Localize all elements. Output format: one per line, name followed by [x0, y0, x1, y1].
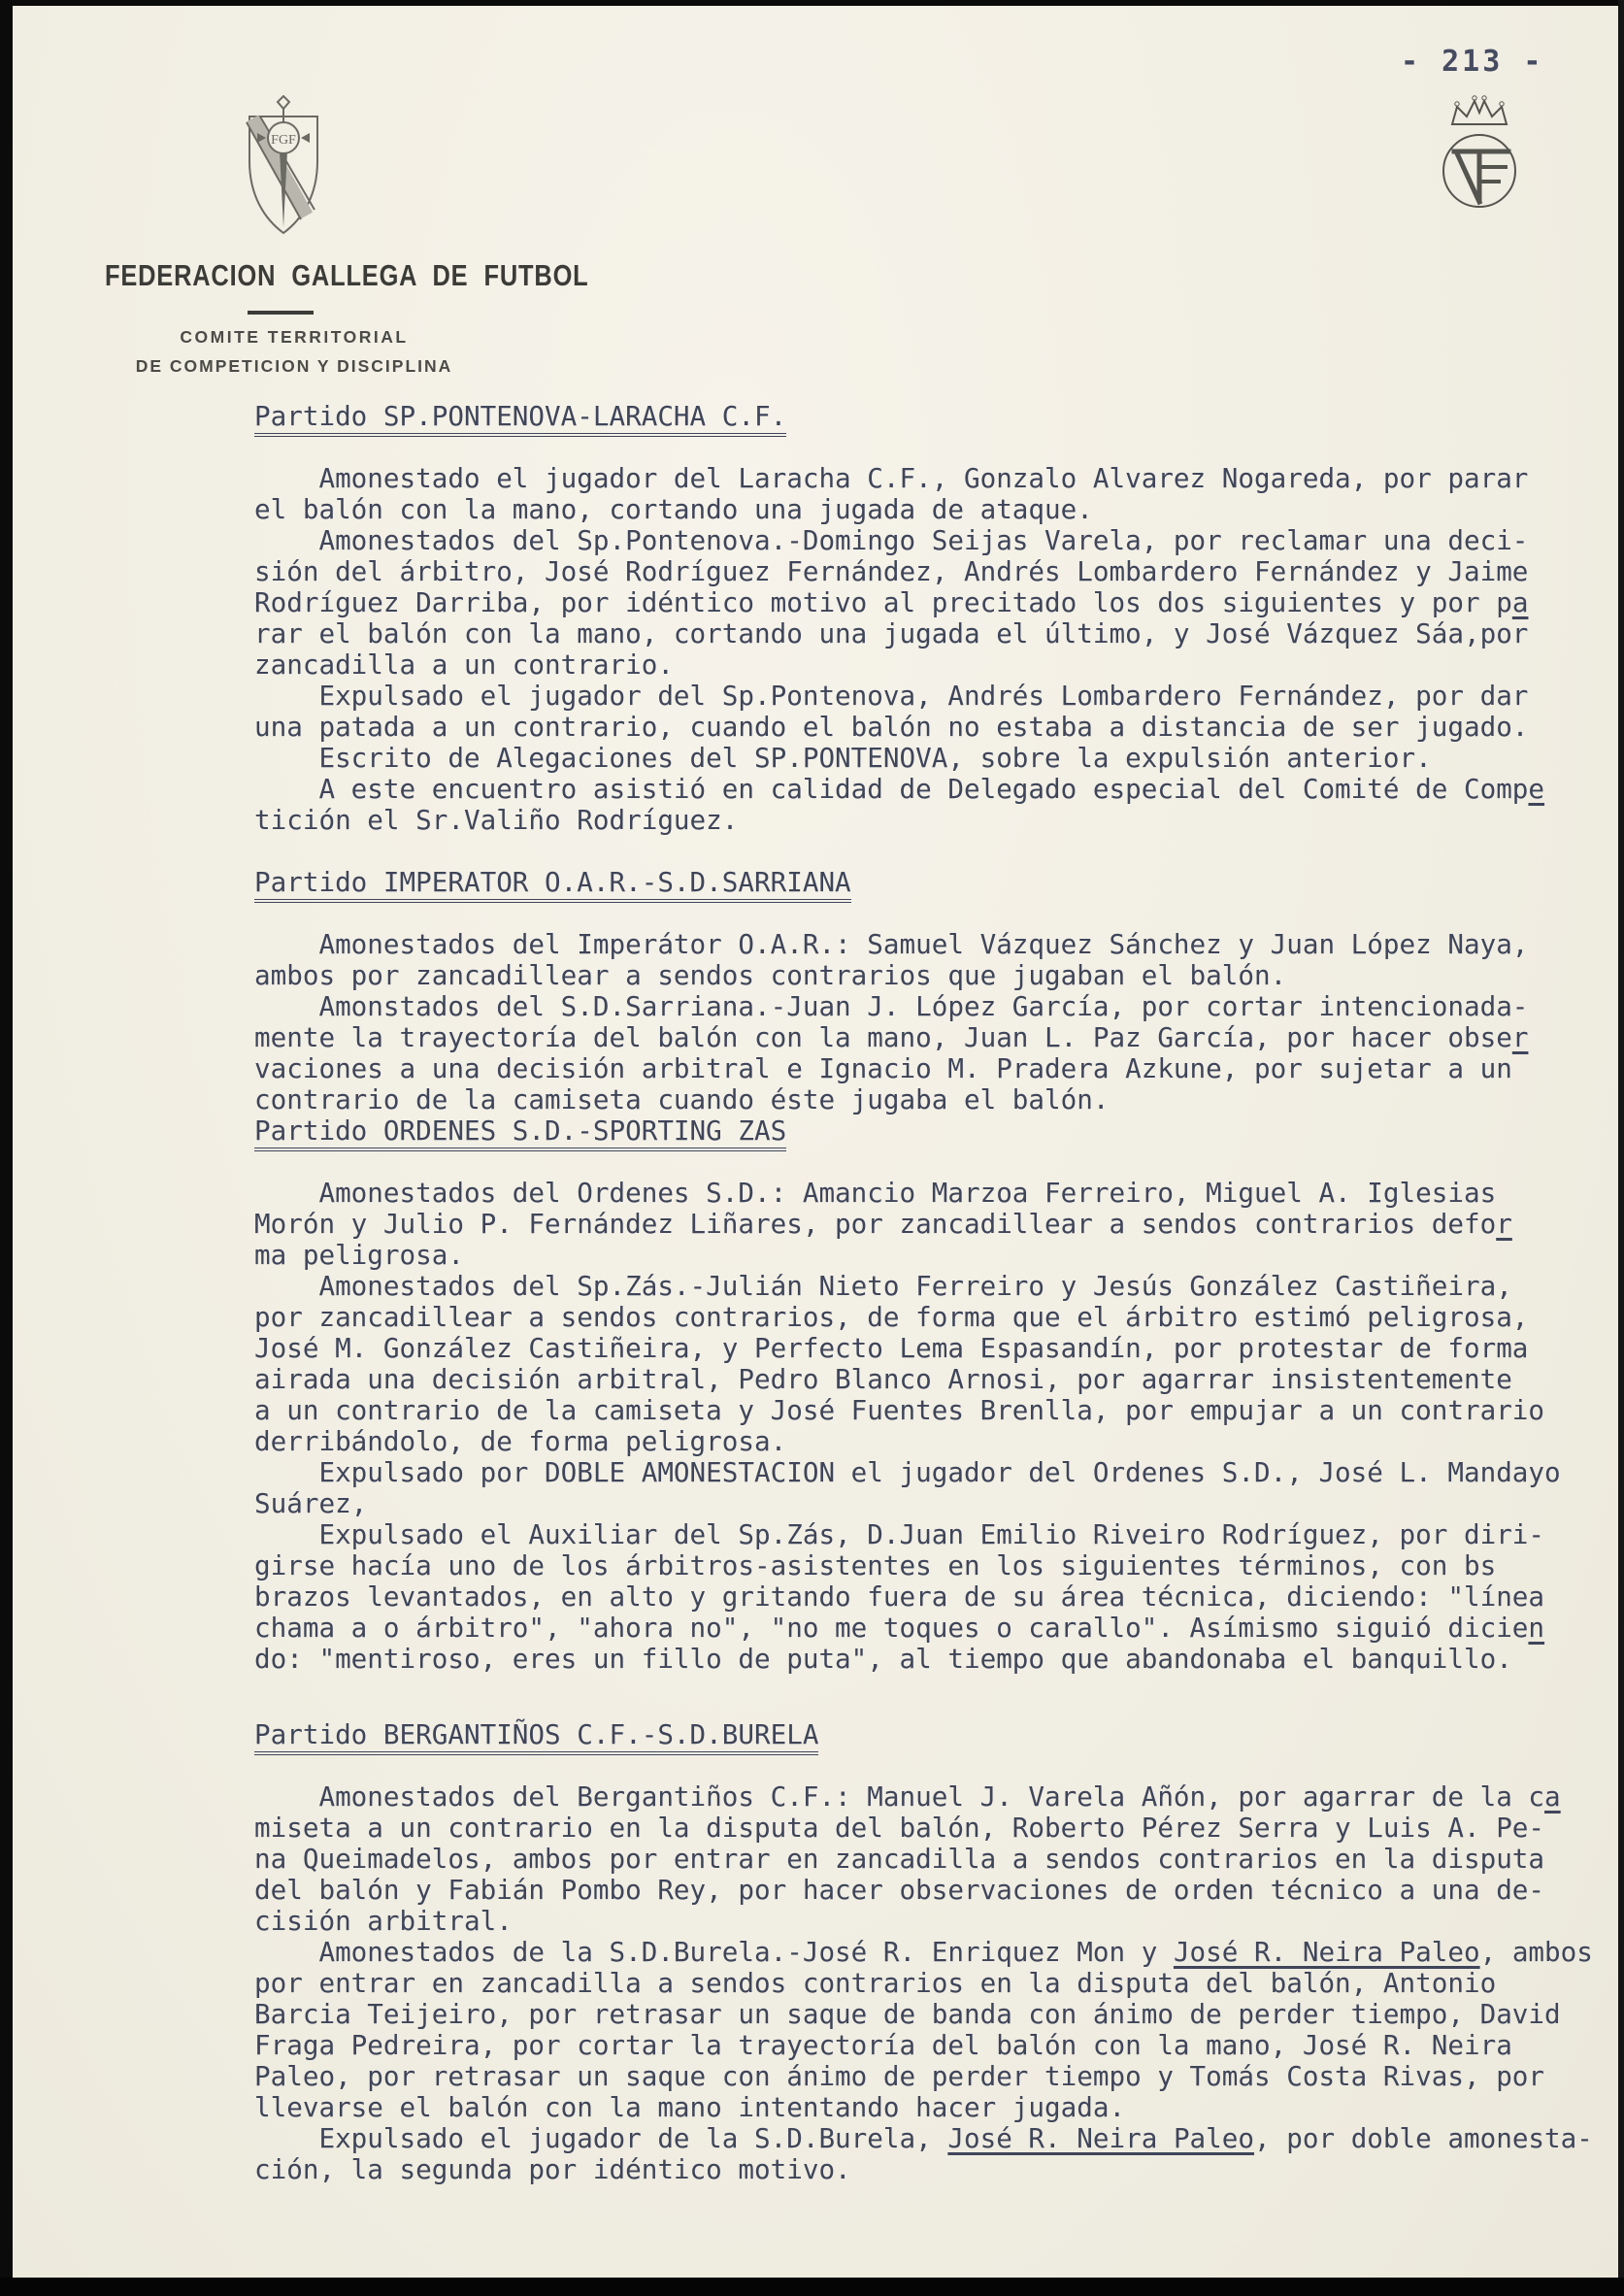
document-line: a un contrario de la camiseta y José Fuentes Brenlla, por empujar a un contrario — [254, 1394, 1545, 1426]
org-subtitle-line1: COMITE TERRITORIAL — [180, 327, 409, 347]
document-line: mente la trayectoría del balón con la mano, Juan L. Paz García, por hacer obser — [254, 1021, 1529, 1053]
document-line: ambos por zancadillear a sendos contrarios que jugaban el balón. — [254, 959, 1287, 991]
document-line: llevarse el balón con la mano intentando hacer jugada. — [254, 2091, 1126, 2123]
document-line: Expulsado el jugador del Sp.Pontenova, Andrés Lombardero Fernández, por dar — [254, 680, 1529, 712]
document-line: Amonestado el jugador del Laracha C.F., Gonzalo Alvarez Nogareda, por parar — [254, 462, 1529, 494]
document-line: Expulsado por DOBLE AMONESTACION el jugador del Ordenes S.D., José L. Mandayo — [254, 1456, 1561, 1488]
document-line: na Queimadelos, ambos por entrar en zancadilla a sendos contrarios en la disputa — [254, 1843, 1545, 1875]
document-line: rar el balón con la mano, cortando una jugada el último, y José Vázquez Sáa,por — [254, 617, 1529, 649]
scan-edge-right — [1618, 0, 1624, 2296]
document-line: Amonestados de la S.D.Burela.-José R. Enriquez Mon y José R. Neira Paleo, ambos — [254, 1936, 1593, 1968]
document-line: Amonestados del Sp.Pontenova.-Domingo Seijas Varela, por reclamar una deci- — [254, 524, 1529, 556]
document-line: por entrar en zancadilla a sendos contrarios en la disputa del balón, Antonio — [254, 1967, 1497, 1999]
document-line: Escrito de Alegaciones del SP.PONTENOVA, sobre la expulsión anterior. — [254, 742, 1432, 774]
document-line: Amonestados del Ordenes S.D.: Amancio Marzoa Ferreiro, Miguel A. Iglesias — [254, 1177, 1497, 1209]
document-line: tición el Sr.Valiño Rodríguez. — [254, 804, 739, 836]
document-line: sión del árbitro, José Rodríguez Fernández, Andrés Lombardero Fernández y Jaime — [254, 555, 1529, 587]
document-body — [254, 401, 1593, 2185]
document-line: ma peligrosa. — [254, 1239, 464, 1271]
document-line: Morón y Julio P. Fernández Liñares, por zancadillear a sendos contrarios defor — [254, 1208, 1512, 1240]
org-subtitle — [115, 327, 474, 377]
document-line: Fraga Pedreira, por cortar la trayectoría del balón con la mano, José R. Neira — [254, 2029, 1512, 2061]
document-line: Expulsado el Auxiliar del Sp.Zás, D.Juan Emilio Riveiro Rodríguez, por diri- — [254, 1518, 1545, 1550]
document-line: contrario de la camiseta cuando éste jugaba el balón. — [254, 1083, 1110, 1115]
document-line: Paleo, por retrasar un saque con ánimo de perder tiempo y Tomás Costa Rivas, por — [254, 2060, 1545, 2092]
document-line: derribándolo, de forma peligrosa. — [254, 1425, 787, 1457]
document-line: Barcia Teijeiro, por retrasar un saque de banda con ánimo de perder tiempo, David — [254, 1998, 1561, 2030]
document-line: el balón con la mano, cortando una jugada de ataque. — [254, 493, 1093, 525]
fef-crown-emblem — [1435, 91, 1524, 219]
scan-edge-top — [0, 0, 1624, 6]
match-heading: Partido IMPERATOR O.A.R.-S.D.SARRIANA — [254, 867, 1593, 898]
document-line: Amonestados del Bergantiños C.F.: Manuel J. Varela Añón, por agarrar de la ca — [254, 1780, 1561, 1813]
match-heading: Partido ORDENES S.D.-SPORTING ZAS — [254, 1115, 1593, 1147]
org-title-rule — [248, 311, 314, 315]
document-line: zancadilla a un contrario. — [254, 649, 674, 681]
org-subtitle-line2: DE COMPETICION Y DISCIPLINA — [135, 356, 453, 376]
document-line: Amonestados del Imperátor O.A.R.: Samuel Vázquez Sánchez y Juan López Naya, — [254, 928, 1529, 960]
document-line: cisión arbitral. — [254, 1905, 513, 1937]
document-line: airada una decisión arbitral, Pedro Blanco Arnosi, por agarrar insistentemente — [254, 1363, 1512, 1395]
document-line: ción, la segunda por idéntico motivo. — [254, 2153, 851, 2185]
document-line: A este encuentro asistió en calidad de Delegado especial del Comité de Compe — [254, 773, 1545, 805]
match-heading: Partido SP.PONTENOVA-LARACHA C.F. — [254, 401, 1593, 432]
document-line: vaciones a una decisión arbitral e Ignacio M. Pradera Azkune, por sujetar a un — [254, 1052, 1512, 1084]
document-line: Rodríguez Darriba, por idéntico motivo al precitado los dos siguientes y por pa — [254, 586, 1529, 618]
svg-text:FGF: FGF — [271, 133, 296, 148]
document-line: Amonestados del Sp.Zás.-Julián Nieto Ferreiro y Jesús González Castiñeira, — [254, 1270, 1512, 1302]
document-line: brazos levantados, en alto y gritando fuera de su área técnica, diciendo: "línea — [254, 1581, 1545, 1613]
document-line: miseta a un contrario en la disputa del balón, Roberto Pérez Serra y Luis A. Pe- — [254, 1812, 1545, 1844]
document-line: girse hacía uno de los árbitros-asistentes en los siguientes términos, con bs — [254, 1549, 1497, 1581]
document-line: del balón y Fabián Pombo Rey, por hacer observaciones de orden técnico a una de- — [254, 1874, 1545, 1906]
document-line: por zancadillear a sendos contrarios, de forma que el árbitro estimó peligrosa, — [254, 1301, 1529, 1333]
page-number: - 213 - — [1401, 45, 1544, 79]
document-line: José M. González Castiñeira, y Perfecto Lema Espasandín, por protestar de forma — [254, 1332, 1529, 1364]
match-heading: Partido BERGANTIÑOS C.F.-S.D.BURELA — [254, 1719, 1593, 1750]
scan-edge-bottom — [0, 2278, 1624, 2296]
org-title: FEDERACION GALLEGA DE FUTBOL — [105, 258, 589, 292]
document-line: do: "mentiroso, eres un fillo de puta", al tiempo que abandonaba el banquillo. — [254, 1643, 1512, 1675]
federation-shield-logo — [243, 95, 324, 247]
scan-edge-left — [0, 0, 13, 2296]
document-line: chama a o árbitro", "ahora no", "no me toques o carallo". Asímismo siguió dicien — [254, 1612, 1545, 1644]
document-line: Amonstados del S.D.Sarriana.-Juan J. López García, por cortar intencionada- — [254, 990, 1529, 1022]
document-line: Suárez, — [254, 1487, 368, 1519]
document-line: Expulsado el jugador de la S.D.Burela, José R. Neira Paleo, por doble amonesta- — [254, 2122, 1593, 2154]
document-line: una patada a un contrario, cuando el balón no estaba a distancia de ser jugado. — [254, 711, 1529, 743]
